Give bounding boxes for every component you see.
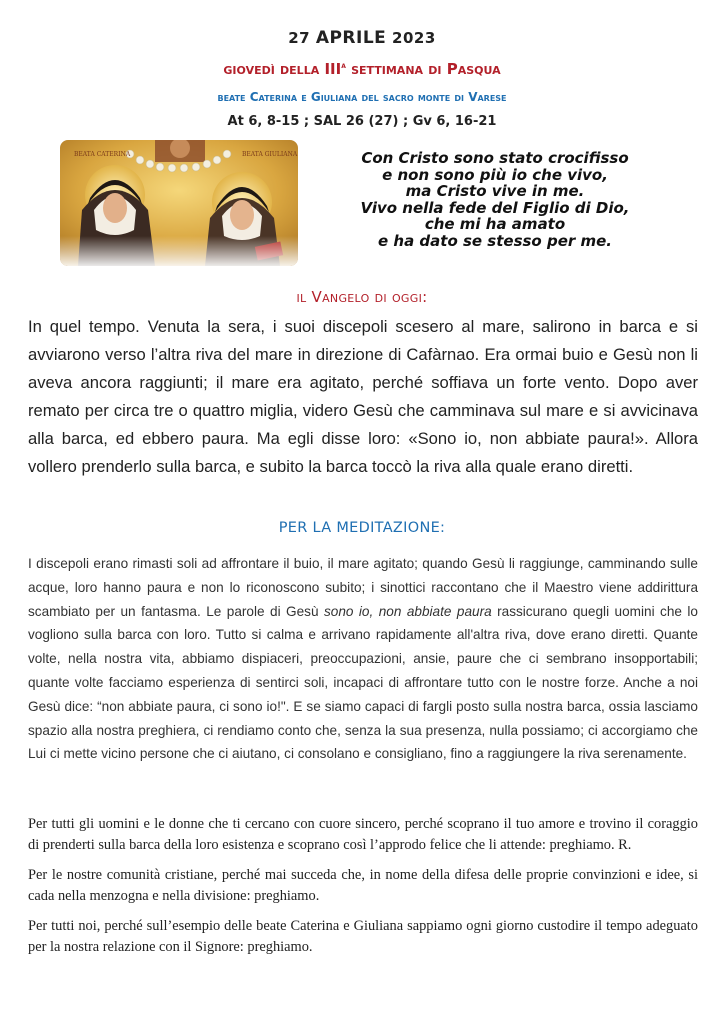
liturgical-day [0, 60, 724, 78]
quote-line: Vivo nella fede del Figlio di Dio, [360, 198, 630, 217]
meditation-italic: sono io, non abbiate paura [323, 603, 492, 619]
label-caterina: BEATA CATERINA [74, 151, 131, 158]
meditation-text-part: I discepoli erano rimasti soli ad affrontare il buio, il mare agitato; quando Gesù li raggiunge, camminando sulle acque, loro hanno paura e non lo riconoscono subito; i sinottici raccontano che il Maestro viene addirittura scambiato per un fantasma. Le parole di Gesù [28, 556, 698, 619]
quote-line: che mi ha amato [424, 215, 566, 233]
feast-text-post: settimana di Pasqua [345, 60, 501, 78]
feast-text-pre: giovedì della III [223, 60, 342, 78]
date-day: 27 [288, 29, 311, 47]
quote-line: e ha dato se stesso per me. [378, 231, 612, 250]
date-year: 2023 [392, 29, 436, 47]
saints-icon-image [60, 140, 298, 266]
label-giuliana: BEATA GIULIANA [242, 151, 298, 158]
saints-of-day: beate Caterina e Giuliana del sacro monte di Varese [217, 90, 507, 104]
date-month: APRILE [315, 28, 387, 48]
prayers-of-the-faithful [28, 814, 698, 967]
readings-references: At 6, 8-15 ; SAL 26 (27) ; Gv 6, 16-21 [227, 114, 497, 129]
scripture-quote [330, 150, 660, 249]
quote-line: ma Cristo vive in me. [405, 182, 585, 200]
meditation-text [28, 552, 698, 766]
prayer-intention: Per tutti noi, perché sull’esempio delle beate Caterina e Giuliana sappiamo ogni giorno custodire il tempo adeguato per la nostra relazione con il Signore: preghiamo. [28, 918, 698, 955]
feast-superscript: a [341, 61, 346, 71]
prayer-intention: Per tutti gli uomini e le donne che ti cercano con cuore sincero, perché scoprano il tuo amore e trovino il coraggio di prenderti sulla barca della loro esistenza e scoprano così l’approdo felice che li attende: preghiamo. R. [28, 816, 698, 853]
meditation-text-part: rassicurano quegli uomini che lo vogliono sulla barca con loro. Tutto si calma e arrivano rapidamente all'altra riva, dove erano diretti. Quante volte, nella nostra vita, abbiamo dispiaceri, preoccupazioni, ansie, paure che ci sembrano insopportabili; quante volte facciamo esperienza di sentirci soli, incapaci di affrontare tutto con le nostre forze. Anche a noi Gesù dice: “non abbiate paura, ci sono io!". E se siamo capaci di fargli posto sulla nostra barca, ossia lasciamo spazio alla nostra preghiera, ci rendiamo conto che, senza la sua presenza, nulla possiamo; ci accorgiamo che Lui ci mette vicino persone che ci aiutano, ci consolano e consigliano, fino a raggiungere la riva serenamente. [28, 603, 698, 762]
saints-painting [60, 140, 298, 266]
quote-line: e non sono più io che vivo, [382, 165, 608, 184]
meditation-heading: PER LA MEDITAZIONE: [278, 520, 446, 536]
prayer-intention: Per le nostre comunità cristiane, perché mai succeda che, in nome della difesa delle proprie convinzioni e idee, si cada nella menzogna e nella divisione: preghiamo. [28, 867, 698, 904]
gospel-text: In quel tempo. Venuta la sera, i suoi discepoli scesero al mare, salirono in barca e si avviarono verso l’altra riva del mare in direzione di Cafàrnao. Era ormai buio e Gesù non li aveva ancora raggiunti; il mare era agitato, perché soffiava un forte vento. Dopo aver remato per circa tre o quattro miglia, videro Gesù che camminava sul mare e si avvicinava alla barca, ed ebbero paura. Ma egli disse loro: «Sono io, non abbiate paura!». Allora vollero prenderlo sulla barca, e subito la barca toccò la riva alla quale erano diretti. [28, 317, 698, 476]
date-heading [0, 28, 724, 48]
gospel-heading: il Vangelo di oggi: [296, 288, 428, 306]
quote-line: Con Cristo sono stato crocifisso [361, 149, 629, 167]
